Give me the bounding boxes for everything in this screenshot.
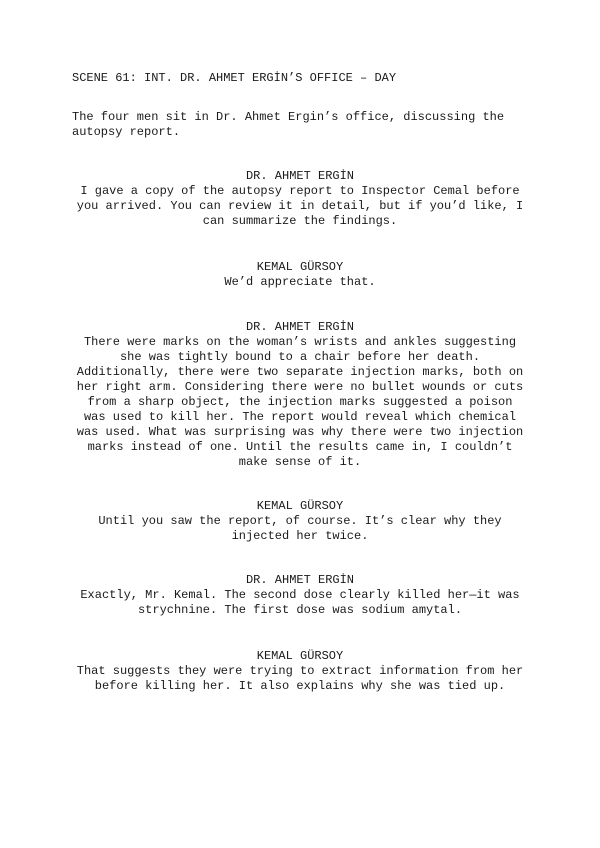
action-paragraph: The four men sit in Dr. Ahmet Ergin’s office, discussing the autopsy report. bbox=[72, 110, 505, 139]
dialogue-text: We’d appreciate that. bbox=[224, 275, 376, 289]
dialogue-text: Exactly, Mr. Kemal. The second dose clearly killed her—it was strychnine. The first dose was sodium amytal. bbox=[80, 588, 520, 617]
dialogue-text: I gave a copy of the autopsy report to Inspector Cemal before you arrived. You can review it in detail, but if you’d like, I can summarize the findings. bbox=[76, 184, 524, 228]
dialogue-block bbox=[60, 320, 540, 470]
dialogue-block bbox=[60, 169, 540, 229]
scene-heading: SCENE 61: INT. DR. AHMET ERGİN’S OFFICE – DAY bbox=[72, 71, 397, 85]
character-name: DR. AHMET ERGİN bbox=[245, 320, 355, 334]
dialogue-text: That suggests they were trying to extract information from her before killing her. It also explains why she was tied up. bbox=[76, 664, 524, 693]
dialogue-block bbox=[60, 499, 540, 544]
dialogue-text: Until you saw the report, of course. It’s clear why they injected her twice. bbox=[98, 514, 502, 543]
character-name: KEMAL GÜRSOY bbox=[256, 260, 344, 274]
dialogue-block bbox=[60, 649, 540, 694]
character-name: DR. AHMET ERGİN bbox=[245, 169, 355, 183]
dialogue-block bbox=[60, 573, 540, 618]
character-name: KEMAL GÜRSOY bbox=[256, 649, 344, 663]
dialogue-text: There were marks on the woman’s wrists and ankles suggesting she was tightly bound to a chair before her death. Additionally, there were two separate injection marks, both on her right arm. Considering there were no bullet wounds or cuts from a sharp object, the injection marks suggested a poison was used to kill her. The report would reveal which chemical was used. What was surprising was why there were two injection marks instead of one. Until the results came in, I couldn’t make sense of it. bbox=[76, 335, 524, 469]
dialogue-block bbox=[60, 260, 540, 290]
character-name: KEMAL GÜRSOY bbox=[256, 499, 344, 513]
character-name: DR. AHMET ERGİN bbox=[245, 573, 355, 587]
